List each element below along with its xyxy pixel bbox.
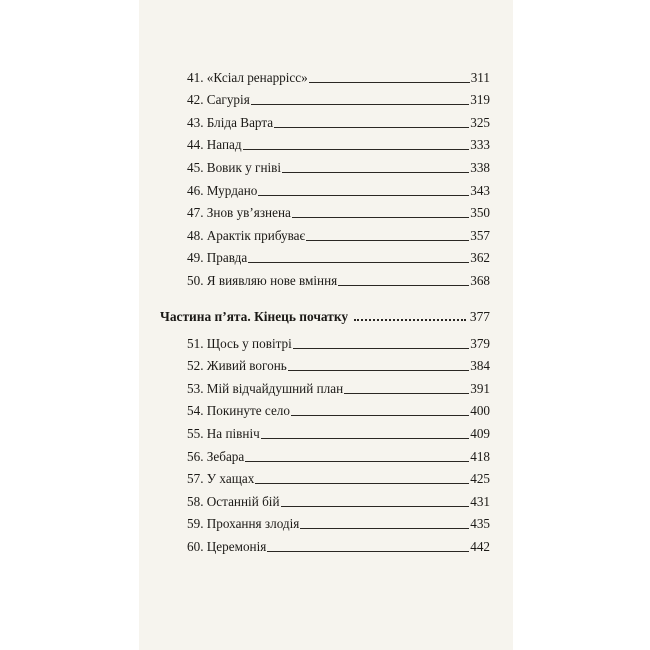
- chapter-title: Арактік прибуває: [206, 227, 306, 243]
- chapter-page-number: 384: [470, 358, 490, 374]
- leader-line: [243, 149, 470, 150]
- chapter-number: 49.: [187, 250, 204, 266]
- chapter-number: 54.: [187, 403, 204, 419]
- leader-line: [251, 104, 469, 105]
- leader-line: [248, 262, 469, 263]
- leader-line: [288, 370, 469, 371]
- leader-line: [282, 172, 469, 173]
- chapter-label: [187, 160, 281, 175]
- chapter-title: Живий вогонь: [206, 358, 287, 374]
- chapter-title: Прохання злодія: [206, 516, 300, 532]
- toc-entry: [160, 152, 490, 175]
- chapter-label: [187, 403, 290, 418]
- toc-entry: [160, 265, 490, 288]
- chapter-page-number: 357: [470, 227, 490, 243]
- dotted-leader: [354, 319, 466, 321]
- toc-entry: [160, 198, 490, 221]
- chapter-number: 50.: [187, 272, 204, 288]
- chapter-number: 41.: [187, 69, 204, 85]
- chapter-page-number: 311: [470, 69, 490, 85]
- chapter-title: Вовик у гніві: [206, 159, 282, 175]
- chapter-number: 52.: [187, 358, 204, 374]
- toc-entry: [160, 328, 490, 351]
- leader-line: [255, 483, 469, 484]
- chapter-page-number: 431: [470, 493, 490, 509]
- chapter-title: Мурдано: [206, 182, 258, 198]
- chapter-title: Останній бій: [206, 493, 280, 509]
- chapter-title: Правда: [206, 250, 248, 266]
- table-of-contents: [160, 62, 490, 554]
- chapter-number: 51.: [187, 335, 204, 351]
- chapter-number: 46.: [187, 182, 204, 198]
- chapter-page-number: 319: [470, 92, 490, 108]
- chapter-page-number: 368: [470, 272, 490, 288]
- chapter-label: [187, 426, 260, 441]
- chapter-title: На північ: [206, 425, 260, 441]
- part-title: Частина п’ята. Кінець початку: [160, 308, 349, 324]
- chapter-title: Знов ув’язнена: [206, 205, 291, 221]
- chapter-title: Покинуте село: [206, 403, 290, 419]
- toc-entry: [160, 85, 490, 108]
- toc-entry: [160, 373, 490, 396]
- leader-line: [281, 506, 470, 507]
- leader-line: [344, 393, 469, 394]
- chapter-title: Напад: [206, 137, 242, 153]
- chapter-title: Сагурія: [206, 92, 250, 108]
- chapter-page-number: 379: [470, 335, 490, 351]
- chapter-number: 58.: [187, 493, 204, 509]
- chapter-page-number: 325: [470, 114, 490, 130]
- chapter-title: Щось у повітрі: [206, 335, 292, 351]
- chapter-label: [187, 449, 244, 464]
- toc-entry: [160, 396, 490, 419]
- toc-entry: [160, 351, 490, 374]
- leader-line: [245, 461, 469, 462]
- chapter-label: [187, 381, 343, 396]
- toc-entry: [160, 130, 490, 153]
- chapter-number: 48.: [187, 227, 204, 243]
- leader-line: [267, 551, 469, 552]
- chapter-number: 42.: [187, 92, 204, 108]
- leader-line: [309, 82, 470, 83]
- chapter-page-number: 418: [470, 448, 490, 464]
- chapter-title: Я виявляю нове вміння: [206, 272, 338, 288]
- chapter-number: 59.: [187, 516, 204, 532]
- chapter-title: Мій відчайдушний план: [206, 380, 344, 396]
- chapter-number: 45.: [187, 159, 204, 175]
- chapter-label: [187, 115, 273, 130]
- leader-line: [258, 195, 469, 196]
- toc-entry: [160, 62, 490, 85]
- leader-line: [261, 438, 469, 439]
- leader-line: [274, 127, 469, 128]
- chapter-number: 55.: [187, 425, 204, 441]
- leader-line: [338, 285, 469, 286]
- chapter-label: [187, 494, 280, 509]
- toc-group-part-four: [160, 62, 490, 288]
- chapter-page-number: 409: [470, 425, 490, 441]
- part-page-number: 377: [469, 308, 490, 324]
- chapter-title: «Ксіал ренаррісс»: [206, 69, 308, 85]
- chapter-label: [187, 358, 287, 373]
- chapter-label: [187, 183, 257, 198]
- chapter-page-number: 343: [470, 182, 490, 198]
- leader-line: [306, 240, 469, 241]
- chapter-number: 60.: [187, 538, 204, 554]
- chapter-label: [187, 70, 308, 85]
- chapter-label: [187, 273, 337, 288]
- chapter-page-number: 350: [470, 205, 490, 221]
- chapter-label: [187, 250, 247, 265]
- chapter-label: [187, 539, 266, 554]
- chapter-title: Зебара: [206, 448, 245, 464]
- chapter-label: [187, 228, 305, 243]
- leader-line: [291, 415, 469, 416]
- chapter-page-number: 425: [470, 471, 490, 487]
- toc-entry: [160, 220, 490, 243]
- chapter-label: [187, 137, 242, 152]
- chapter-title: Бліда Варта: [206, 114, 274, 130]
- chapter-label: [187, 336, 292, 351]
- leader-line: [292, 217, 469, 218]
- chapter-label: [187, 516, 299, 531]
- toc-entry: [160, 509, 490, 532]
- toc-entry: [160, 107, 490, 130]
- chapter-page-number: 435: [470, 516, 490, 532]
- chapter-page-number: 400: [470, 403, 490, 419]
- chapter-page-number: 338: [470, 159, 490, 175]
- toc-entry: [160, 441, 490, 464]
- chapter-label: [187, 471, 254, 486]
- chapter-page-number: 362: [470, 250, 490, 266]
- chapter-label: [187, 205, 291, 220]
- leader-line: [300, 528, 469, 529]
- chapter-number: 57.: [187, 471, 204, 487]
- chapter-page-number: 442: [470, 538, 490, 554]
- chapter-number: 56.: [187, 448, 204, 464]
- chapter-page-number: 391: [470, 380, 490, 396]
- toc-entry: [160, 243, 490, 266]
- toc-entry: [160, 531, 490, 554]
- chapter-title: У хащах: [206, 471, 255, 487]
- chapter-number: 44.: [187, 137, 204, 153]
- toc-entry: [160, 486, 490, 509]
- toc-entry: [160, 418, 490, 441]
- toc-entry: [160, 464, 490, 487]
- toc-entry: [160, 175, 490, 198]
- toc-group-part-five: [160, 328, 490, 554]
- chapter-title: Церемонія: [206, 538, 267, 554]
- toc-part-heading: [160, 296, 490, 324]
- chapter-number: 43.: [187, 114, 204, 130]
- chapter-page-number: 333: [470, 137, 490, 153]
- chapter-number: 53.: [187, 380, 204, 396]
- chapter-label: [187, 92, 250, 107]
- chapter-number: 47.: [187, 205, 204, 221]
- leader-line: [293, 348, 469, 349]
